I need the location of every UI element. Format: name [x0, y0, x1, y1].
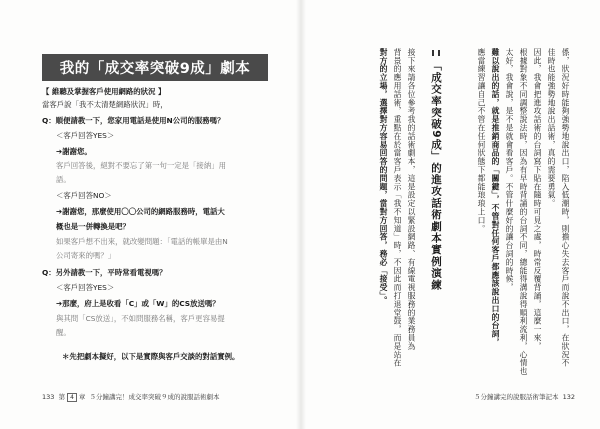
- customer-answer-label: ＜客戶回答YES＞: [56, 131, 115, 140]
- note-line: 公司寄來的嗎？」: [56, 251, 116, 260]
- script-line: 當客戶說「我不太清楚網路狀況」時，: [42, 100, 168, 109]
- customer-answer-label: ＜客戶回答YES＞: [56, 283, 115, 292]
- response-line: ➔那麼，府上是收看「C」或「W」的CS放送嗎？: [56, 299, 220, 308]
- page-number: 133: [42, 393, 55, 401]
- heading-bullet-icon: [432, 50, 440, 56]
- text-column: 太好，我會說，是不是就會看客戶。不管什麼好的讓台詞的時候，: [505, 48, 514, 292]
- chapter-number: 4: [67, 393, 77, 402]
- note-line: 與其問「CS放送」，不如問服務名稱，客戶更容易提: [56, 314, 225, 323]
- left-footer: 133 第 4 章 ５分鐘講完！成交率突破９成的說服話術劇本: [42, 393, 220, 401]
- note-line: 客戶回答後，絕對不要忘了第一句一定是「接納」用: [56, 161, 226, 170]
- text-column: 背景的應用話術，重點在於當客戶表示「我不知道」時，不因此而打退堂鼓，而是站在: [393, 48, 402, 368]
- section-heading: 「成交率突破9成」的進攻話術劇本實例演練: [430, 60, 442, 291]
- page-title: 我的「成交率突破9成」劇本: [42, 54, 268, 81]
- left-page: [0, 0, 298, 429]
- right-page: [304, 0, 600, 429]
- customer-answer-label: ＜客戶回答NO＞: [56, 191, 112, 200]
- response-line: 概也是一併轉換是吧？: [56, 222, 130, 231]
- text-column: 根據對象不同調整說法時，因為有早時背誦的台詞不同，總能得溝說得順利流利，心情也: [519, 48, 528, 376]
- right-footer: [474, 392, 575, 401]
- response-line: ➔謝謝您，那麼使用〇〇公司的網路服務時，電話大: [56, 207, 225, 216]
- note-line: 如果客戶想不出來，就改變問題：「電話的帳單是由N: [56, 237, 228, 246]
- text-column: 因此，我會把進攻話術的台詞寫下貼在隨時可見之處，時常反覆背誦，這麼一來，: [533, 48, 542, 351]
- text-column: 對方的立場，選擇對方容易回答的問題，當對方回答，務必「接受」。: [379, 48, 388, 305]
- closing-note: ＊先把劇本擬好，以下是實際與客戶交談的對話實例。: [62, 352, 240, 361]
- note-line: 語。: [56, 175, 71, 184]
- page-number: 132: [562, 393, 576, 401]
- question-line: Q：另外請教一下，平時常看電視嗎？: [42, 268, 167, 277]
- book-title: ５分鐘講完的說服話術筆記本: [474, 393, 559, 401]
- text-column: 係，狀況好時能夠強勢地說出口，陷入低潮時，則擔心失去客戶而說不出口，在狀況不: [561, 48, 570, 368]
- text-column: 接下來請各位參考我的話術劇本，這是設定以緊設網路、有線電視服務的業務員為: [407, 48, 416, 351]
- text-column: 佳時也能強勢地說出話術，真的需要勇氣。: [547, 48, 556, 208]
- question-line: Q：順便請教一下，您家用電話是使用N公司的服務嗎？: [42, 116, 225, 125]
- text-column: 難以說出的話，就是推銷商品的「關鍵」，不管對任何客戶都應該說出口的台詞，: [491, 48, 500, 347]
- chapter-title: ５分鐘講完！成交率突破９成的說服話術劇本: [89, 393, 220, 401]
- text-column: 應當練習讓自己不管在任何狀態下都能琅琅上口。: [477, 48, 486, 233]
- note-line: 醒。: [56, 328, 71, 337]
- response-line: ➔謝謝您。: [56, 147, 92, 156]
- section-heading: 【 維聽及掌握客戶使用網路的狀況 】: [42, 87, 166, 96]
